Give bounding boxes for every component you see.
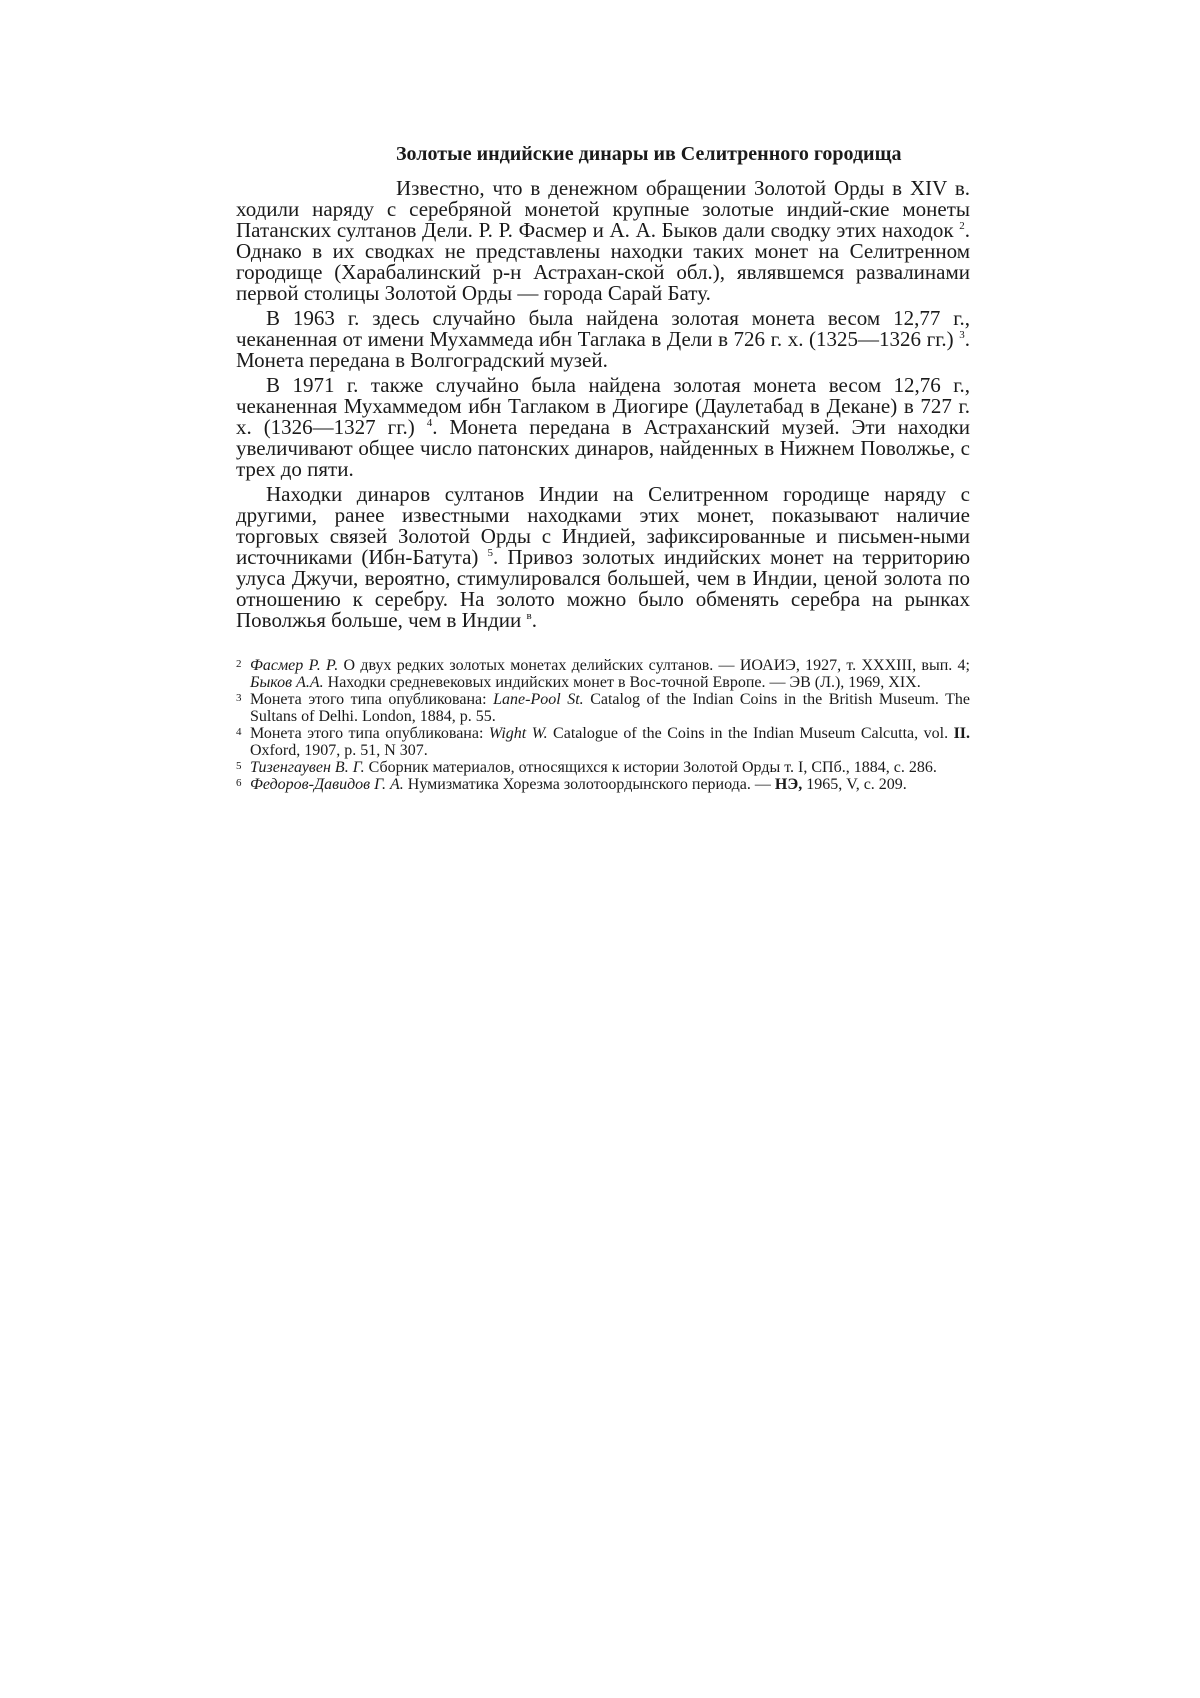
paragraph-text: В 1971 г. также случайно была найдена золотая монета весом 12,76 г., чеканенная Мухаммедом ибн Таглаком в Диогире (Даулетабад в Декане) в 727 г. х. (1326—1327 гг.) (236, 373, 970, 439)
footnote-ref: 3 (959, 329, 965, 341)
footnote-ref: 2 (959, 220, 965, 232)
footnote-body: Oxford, 1907, p. 51, N 307. (250, 742, 428, 759)
footnote-number: 6 (236, 777, 242, 789)
footnote-body: Находки средневековых индийских монет в Вос-точной Европе. — ЭВ (Л.), 1969, XIX. (323, 674, 921, 691)
document-page (236, 140, 970, 793)
paragraph-text: . (531, 608, 537, 632)
footnote-number: 5 (236, 760, 242, 772)
footnote-ref: в (526, 610, 532, 622)
footnote-body: О двух редких золотых монетах делийских султанов. — ИОАИЭ, 1927, т. XXXIII, вып. 4; (338, 657, 971, 674)
paragraph-text: . Однако в их сводках не представлены находки таких монет на Селитренном городище (Харабалинский р-н Астрахан-ской обл.), являвшемся развалинами первой столицы Золотой Орды — города Сарай Бату. (236, 218, 971, 305)
article-title: Золотые индийские динары ив Селитренного городища (396, 143, 902, 165)
footnote-body: 1965, V, с. 209. (802, 776, 907, 793)
paragraph-text: Находки динаров султанов Индии на Селитренном городище наряду с другими, ранее известными находками этих монет, показывают наличие торговых связей Золотой Орды с Индией, зафиксированные и письмен-ными источниками (Ибн-Батута) (236, 482, 970, 569)
footnote-number: 4 (236, 726, 242, 738)
paragraph-text: В 1963 г. здесь случайно была найдена золотая монета весом 12,77 г., чеканенная от имени Мухаммеда ибн Таглака в Дели в 726 г. х. (1325—1326 гг.) (236, 306, 970, 351)
footnote-body: Нумизматика Хорезма золотоордынского периода. — (403, 776, 775, 793)
paragraph-4 (236, 484, 970, 631)
footnote-body: Сборник материалов, относящихся к истории Золотой Орды т. I, СПб., 1884, с. 286. (364, 759, 937, 776)
article-body (236, 178, 970, 631)
footnote-text (250, 691, 970, 725)
footnote-text (250, 776, 970, 793)
footnote-body: Монета этого типа опубликована: (250, 691, 494, 708)
footnote-bold: II. (953, 725, 971, 742)
footnote-3 (236, 691, 970, 725)
footnote-body: Catalog of the Indian Coins in the British Museum. The Sultans of Delhi. London, 1884, p. 55. (250, 691, 971, 725)
paragraph-text: Известно, что в денежном обращении Золотой Орды в XIV в. ходили наряду с серебряной монетой крупные золотые индий-ские монеты Патанских султанов Дели. Р. Р. Фасмер и А. А. Быков дали сводку этих находок (236, 176, 970, 242)
footnote-body: Catalogue of the Coins in the Indian Museum Calcutta, vol. (547, 725, 954, 742)
footnote-text (250, 725, 970, 759)
paragraph-text: . Монета передана в Астраханский музей. Эти находки увеличивают общее число патонских динаров, найденных в Нижнем Поволжье, с трех до пяти. (236, 415, 971, 481)
footnote-author: Фасмер Р. Р. (250, 657, 339, 674)
paragraph-1 (236, 178, 970, 304)
paragraph-text: . Привоз золотых индийских монет на территорию улуса Джучи, вероятно, стимулировался большей, чем в Индии, ценой золота по отношению к серебру. На золото можно было обменять серебра на рынках Поволжья больше, чем в Индии (236, 545, 971, 632)
footnotes (236, 657, 970, 793)
footnote-text (250, 759, 970, 776)
footnote-author: Федоров-Давидов Г. А. (250, 776, 404, 793)
footnote-body: Монета этого типа опубликована: (250, 725, 489, 742)
footnote-author: Wight W. (488, 725, 548, 742)
paragraph-2 (236, 308, 970, 371)
footnote-author: Быков А.А. (250, 674, 324, 691)
footnote-ref: 5 (487, 547, 494, 559)
footnote-5 (236, 759, 970, 776)
footnote-number: 3 (236, 692, 242, 704)
footnote-6 (236, 776, 970, 793)
footnote-bold: НЭ, (774, 776, 803, 793)
footnote-author: Lane-Pool St. (493, 691, 584, 708)
footnote-ref: 4 (426, 417, 433, 429)
footnote-author: Тизенгаувен В. Г. (250, 759, 365, 776)
footnote-text (250, 657, 970, 691)
paragraph-text: . Монета передана в Волгоградский музей. (236, 327, 971, 372)
footnote-number: 2 (236, 658, 242, 670)
footnote-2 (236, 657, 970, 691)
footnote-4 (236, 725, 970, 759)
paragraph-3 (236, 375, 970, 480)
